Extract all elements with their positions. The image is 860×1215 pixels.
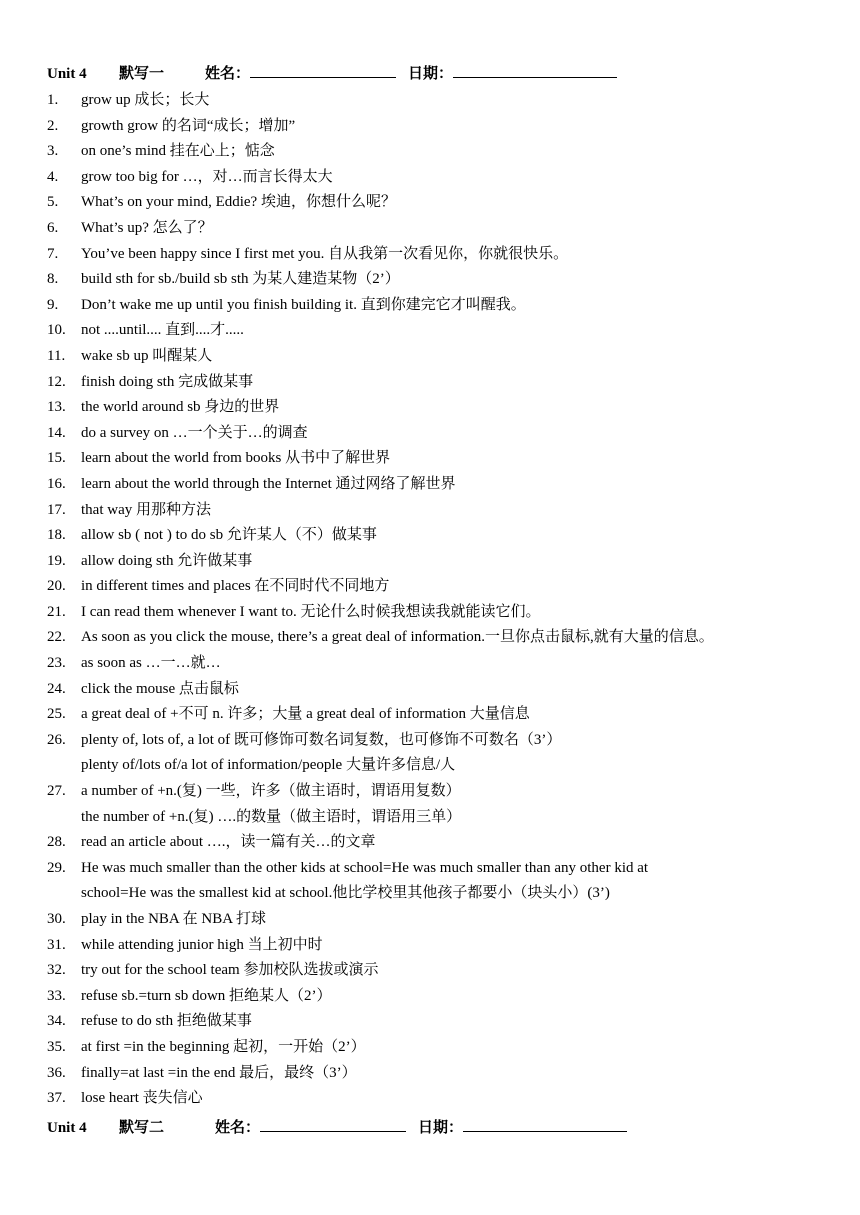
item-number: 8. (47, 271, 59, 288)
list-item (0, 370, 860, 396)
item-text: the world around sb 身边的世界 (81, 399, 280, 416)
list-item (0, 958, 860, 984)
vocabulary-list (0, 88, 860, 1112)
list-item (0, 574, 860, 600)
list-item (0, 984, 860, 1010)
item-text-continued: the number of +n.(复) ….的数量（做主语时，谓语用三单） (81, 808, 462, 825)
list-item (0, 242, 860, 268)
item-text: What’s on your mind, Eddie? 埃迪，你想什么呢？ (81, 194, 396, 211)
date-label: 日期： (418, 1120, 464, 1136)
item-number: 30. (47, 911, 66, 927)
list-item (0, 139, 860, 165)
item-text: finally=at last =in the end 最后，最终（3’） (81, 1064, 357, 1081)
item-number: 22. (47, 629, 66, 646)
list-item (0, 1061, 860, 1087)
list-item (0, 651, 860, 677)
list-item (0, 779, 860, 830)
date-blank (453, 63, 617, 78)
dictation-header-2 (47, 1117, 627, 1137)
item-number: 32. (47, 962, 66, 979)
item-number: 3. (47, 143, 59, 160)
unit-label: Unit 4 (47, 66, 87, 82)
item-number: 27. (47, 783, 66, 800)
list-item (0, 114, 860, 140)
item-text: allow sb ( not ) to do sb 允许某人（不）做某事 (81, 527, 377, 544)
item-text: You’ve been happy since I first met you. 自从我第一次看见你，你就很快乐。 (81, 245, 569, 262)
list-item (0, 1035, 860, 1061)
item-text: try out for the school team 参加校队选拔或演示 (81, 962, 379, 979)
item-number: 31. (47, 936, 66, 953)
name-label: 姓名： (205, 66, 251, 82)
item-text: Don’t wake me up until you finish building it. 直到你建完它才叫醒我。 (81, 296, 526, 313)
item-text: as soon as …一…就… (81, 655, 221, 672)
item-number: 26. (47, 731, 66, 748)
item-text: on one’s mind 挂在心上；惦念 (81, 143, 275, 160)
item-number: 25. (47, 706, 66, 723)
list-item (0, 344, 860, 370)
item-text: not ....until.... 直到....才..... (81, 322, 244, 339)
list-item (0, 1009, 860, 1035)
item-text: at first =in the beginning 起初，一开始（2’） (81, 1038, 366, 1055)
list-item (0, 600, 860, 626)
list-item (0, 702, 860, 728)
item-text: He was much smaller than the other kids at school=He was much smaller than any other kid at (81, 859, 649, 876)
item-number: 12. (47, 373, 66, 390)
list-item (0, 625, 860, 651)
item-text: lose heart 丧失信心 (81, 1090, 203, 1107)
name-blank (260, 1117, 406, 1132)
list-item (0, 472, 860, 498)
list-item (0, 446, 860, 472)
item-number: 7. (47, 245, 59, 262)
list-item (0, 190, 860, 216)
name-blank (250, 63, 396, 78)
list-item (0, 549, 860, 575)
item-number: 36. (47, 1064, 66, 1081)
item-text: while attending junior high 当上初中时 (81, 936, 323, 953)
list-item (0, 165, 860, 191)
dictation-title: 默写一 (119, 66, 165, 82)
item-text-continued: school=He was the smallest kid at school.他比学校里其他孩子都要小（块头小）(3’) (81, 885, 610, 902)
item-number: 17. (47, 501, 66, 518)
list-item (0, 856, 860, 907)
item-text: plenty of, lots of, a lot of 既可修饰可数名词复数，也可修饰不可数名（3’） (81, 731, 562, 748)
item-number: 34. (47, 1013, 66, 1030)
item-number: 33. (47, 987, 66, 1004)
item-number: 15. (47, 450, 66, 467)
item-text: click the mouse 点击鼠标 (81, 680, 239, 697)
item-text: refuse sb.=turn sb down 拒绝某人（2’） (81, 987, 332, 1004)
item-number: 11. (47, 347, 66, 364)
item-number: 24. (47, 680, 66, 697)
list-item (0, 677, 860, 703)
item-text: What’s up? 怎么了？ (81, 219, 213, 236)
item-number: 20. (47, 578, 66, 595)
list-item (0, 216, 860, 242)
list-item (0, 267, 860, 293)
list-item (0, 498, 860, 524)
list-item (0, 830, 860, 856)
item-text: read an article about ….，读一篇有关…的文章 (81, 834, 376, 851)
list-item (0, 728, 860, 779)
item-number: 5. (47, 194, 59, 211)
item-text: refuse to do sth 拒绝做某事 (81, 1013, 252, 1030)
list-item (0, 907, 860, 933)
item-text: build sth for sb./build sb sth 为某人建造某物（2’） (81, 271, 400, 288)
date-label: 日期： (408, 66, 454, 82)
item-number: 21. (47, 603, 66, 620)
item-number: 19. (47, 552, 66, 569)
item-text: I can read them whenever I want to. 无论什么时候我想读我就能读它们。 (81, 603, 541, 620)
list-item (0, 293, 860, 319)
item-number: 18. (47, 527, 66, 544)
list-item (0, 421, 860, 447)
item-text: growth grow 的名词“成长；增加” (81, 117, 296, 134)
item-number: 23. (47, 655, 66, 672)
item-text: As soon as you click the mouse, there’s a great deal of information.一旦你点击鼠标,就有大量的信息。 (81, 629, 714, 646)
list-item (0, 1086, 860, 1112)
item-number: 9. (47, 296, 59, 313)
item-number: 2. (47, 117, 59, 134)
dictation-header-1 (47, 63, 617, 83)
item-number: 1. (47, 92, 59, 108)
item-text: do a survey on …一个关于…的调查 (81, 424, 308, 441)
list-item (0, 933, 860, 959)
item-text: play in the NBA 在 NBA 打球 (81, 911, 267, 927)
item-number: 14. (47, 424, 66, 441)
item-number: 13. (47, 399, 66, 416)
date-blank (463, 1117, 627, 1132)
item-text: learn about the world from books 从书中了解世界 (81, 450, 391, 467)
item-text: finish doing sth 完成做某事 (81, 373, 254, 390)
item-number: 28. (47, 834, 66, 851)
list-item (0, 318, 860, 344)
dictation-title: 默写二 (119, 1120, 165, 1136)
item-text: a number of +n.(复) 一些，许多（做主语时，谓语用复数） (81, 783, 461, 800)
item-text: in different times and places 在不同时代不同地方 (81, 578, 390, 595)
list-item (0, 523, 860, 549)
item-text: grow up 成长；长大 (81, 92, 210, 108)
item-text: a great deal of +不可 n. 许多；大量 a great deal of information 大量信息 (81, 706, 530, 723)
item-text: that way 用那种方法 (81, 501, 211, 518)
list-item (0, 88, 860, 114)
item-text: grow too big for …，对…而言长得太大 (81, 168, 333, 185)
item-number: 29. (47, 859, 66, 876)
item-text: learn about the world through the Internet 通过网络了解世界 (81, 475, 456, 492)
item-text: wake sb up 叫醒某人 (81, 347, 213, 364)
item-number: 4. (47, 168, 59, 185)
item-text-continued: plenty of/lots of/a lot of information/people 大量许多信息/人 (81, 757, 456, 774)
item-number: 16. (47, 475, 66, 492)
item-number: 6. (47, 219, 59, 236)
name-label: 姓名： (215, 1120, 261, 1136)
item-text: allow doing sth 允许做某事 (81, 552, 253, 569)
item-number: 37. (47, 1090, 66, 1107)
item-number: 10. (47, 322, 66, 339)
item-number: 35. (47, 1038, 66, 1055)
unit-label: Unit 4 (47, 1120, 87, 1136)
list-item (0, 395, 860, 421)
